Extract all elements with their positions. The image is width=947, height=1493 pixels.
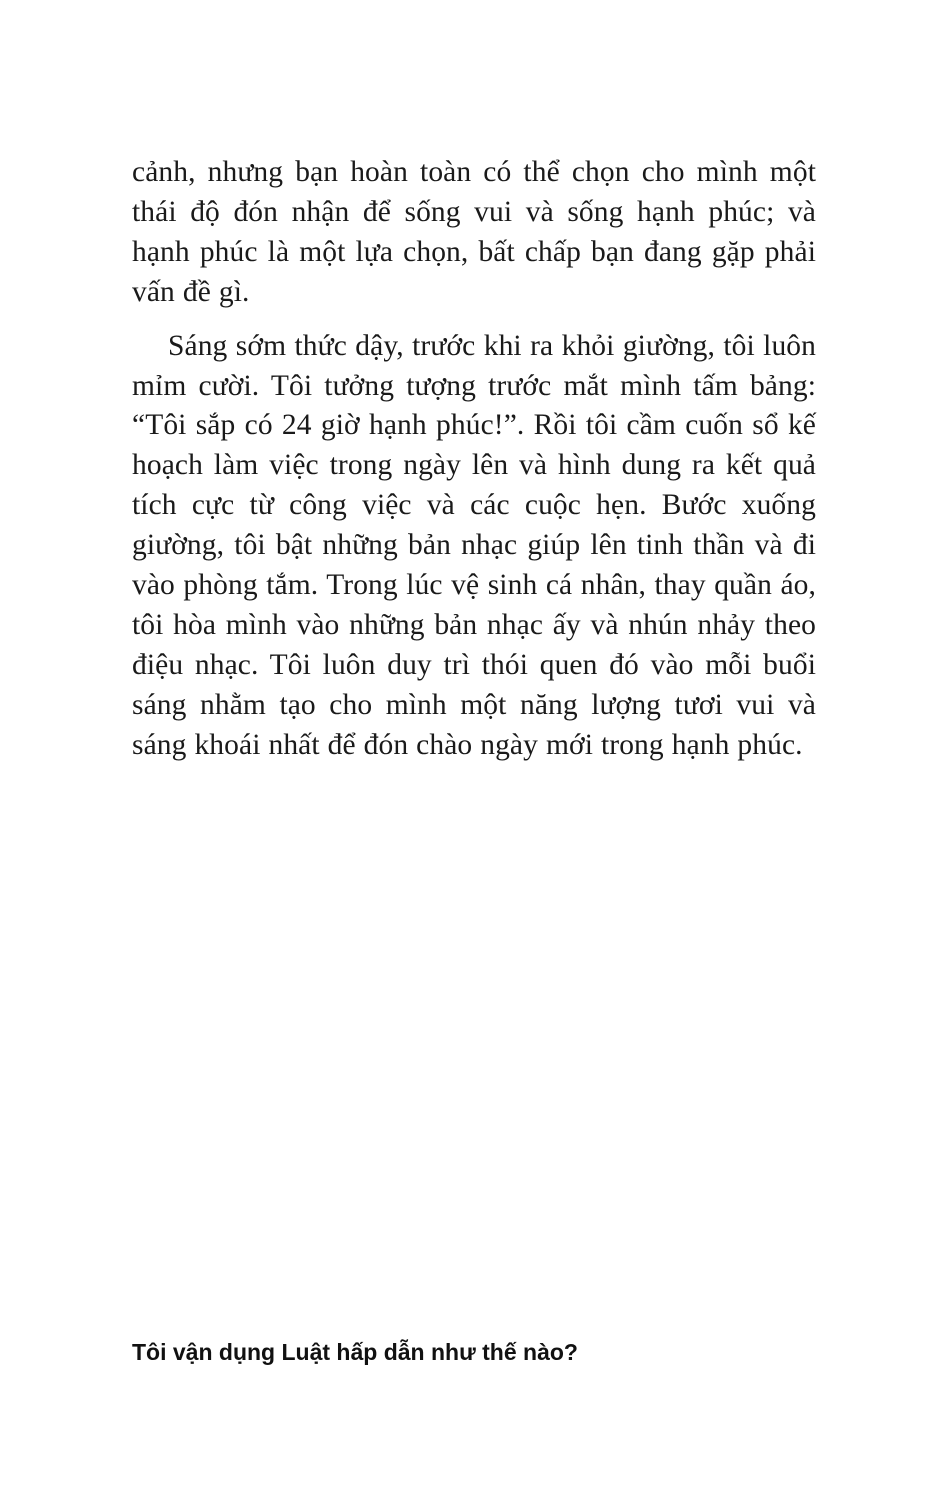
body-text	[132, 153, 816, 766]
paragraph-continuation: cảnh, nhưng bạn hoàn toàn có thể chọn cho mình một thái độ đón nhận để sống vui và sống hạnh phúc; và hạnh phúc là một lựa chọn, bất chấp bạn đang gặp phải vấn đề gì.	[132, 156, 816, 308]
paragraph-morning-routine: Sáng sớm thức dậy, trước khi ra khỏi giường, tôi luôn mỉm cười. Tôi tưởng tượng trước mắt mình tấm bảng: “Tôi sắp có 24 giờ hạnh phúc!”. Rồi tôi cầm cuốn sổ kế hoạch làm việc trong ngày lên và hình dung ra kết quả tích cực từ công việc và các cuộc hẹn. Bước xuống giường, tôi bật những bản nhạc giúp lên tinh thần và đi vào phòng tắm. Trong lúc vệ sinh cá nhân, thay quần áo, tôi hòa mình vào những bản nhạc ấy và nhún nhảy theo điệu nhạc. Tôi luôn duy trì thói quen đó vào mỗi buổi sáng nhằm tạo cho mình một năng lượng tươi vui và sáng khoái nhất để đón chào ngày mới trong hạnh phúc.	[132, 329, 816, 761]
section-heading: Tôi vận dụng Luật hấp dẫn như thế nào?	[132, 1339, 578, 1365]
